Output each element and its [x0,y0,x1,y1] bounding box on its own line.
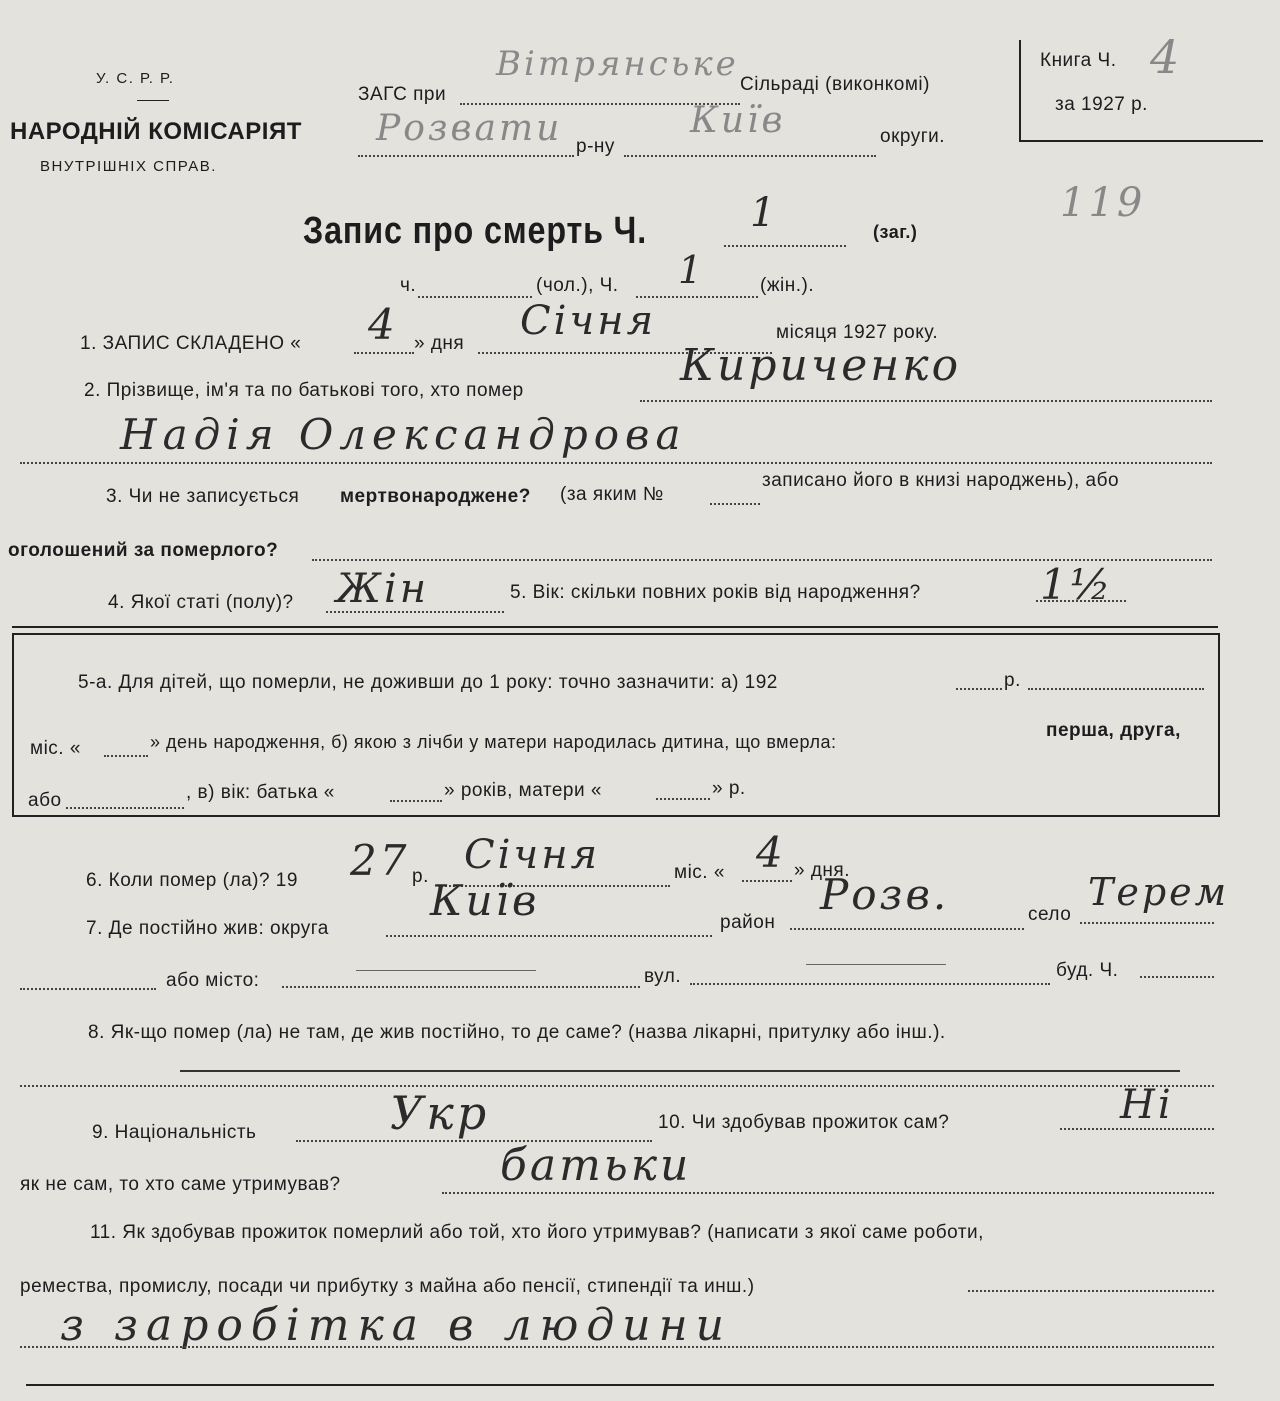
field-7-bud-line [1140,976,1214,978]
field-3-line-2: оголошений за померлого? [8,540,279,561]
okrug-line [624,155,876,157]
field-1-month-suffix: місяця 1927 року. [776,322,939,343]
hw-record-number: 1 [750,190,779,236]
field-7-label: 7. Де постійно жив: округа [86,918,329,939]
field-7-misto-dash [356,970,536,971]
field-7-vul-line [690,983,1050,985]
field-3-bold: мертвонароджене? [340,486,531,507]
field-5a-father-line [390,800,442,802]
field-7-rayon-line [790,928,1024,930]
field-5a-line-3-mid-2: » років, матери « [444,780,602,801]
hw-death-day: 4 [756,828,786,877]
hw-sex: Жін [336,566,430,612]
field-5-label: 5. Вік: скільки повних років від народження? [510,582,921,603]
field-5-divider [12,626,1218,628]
republic-label: У. С. Р. Р. [96,70,175,87]
field-10-supporter-line [442,1192,1214,1194]
record-number-line [724,245,846,247]
rayon-line [358,155,574,157]
hw-death-month: Січня [464,832,601,878]
hw-margin-number: 119 [1060,180,1146,226]
male-prefix: ч. [400,275,417,296]
hw-day: 4 [368,300,398,349]
field-7-vul: вул. [644,966,682,987]
male-suffix: (чол.), Ч. [536,275,619,296]
field-5a-line-3-start: або [28,790,62,811]
field-11-line [968,1290,1214,1292]
hw-month: Січня [520,298,657,344]
hw-rayon: Розвати [376,108,563,149]
rayon-suffix: р-ну [576,136,615,157]
field-1-label: 1. ЗАПИС СКЛАДЕНО « [80,333,302,354]
field-5a-month-line [104,755,148,757]
field-7-rayon: район [720,912,776,933]
field-6-r: р. [412,866,429,887]
field-8-label: 8. Як-що помер (ла) не там, де жив постійно, то де саме? (назва лікарні, притулку або інш.). [88,1022,946,1043]
field-7-okruga-line [386,935,712,937]
field-5a-line-1: 5-а. Для дітей, що померли, не доживши до 1 року: точно зазначити: а) 192 [78,672,778,693]
field-5a-mother-line [656,798,710,800]
field-2-line [640,400,1212,402]
zag-label: (заг.) [873,222,918,242]
field-7-line-2-lead [20,988,156,990]
field-5a-line-2-bold: перша, друга, [1046,720,1181,741]
female-suffix: (жін.). [760,275,815,296]
field-3-rest-2: записано його в книзі народжень), або [762,470,1120,491]
field-7-selo: село [1028,904,1072,925]
field-5a-line-3-end: » р. [712,778,746,799]
commissariat-subtitle: ВНУТРІШНІХ СПРАВ. [40,158,217,175]
header-divider [137,100,169,101]
bottom-rule [26,1384,1214,1386]
field-10-line [1060,1128,1214,1130]
hw-okruga: Київ [430,876,540,925]
field-3-rest: (за яким № [560,484,664,505]
field-8-line [20,1085,1214,1087]
record-title: Запис про смерть Ч. [303,210,648,252]
male-line [418,296,532,298]
zags-label: ЗАГС при [358,84,447,105]
field-6-mis: міс. « [674,862,725,883]
field-5a-order-line [66,807,184,809]
hw-nationality: Укр [390,1086,490,1140]
field-11-answer-line [20,1346,1214,1348]
field-7-misto-line [282,986,640,988]
hw-selo: Терем [1088,870,1230,914]
village-council-label: Сільраді (виконкомі) [740,74,930,95]
book-year: за 1927 р. [1055,94,1148,115]
field-7-bud: буд. Ч. [1056,960,1119,981]
field-6-label: 6. Коли помер (ла)? 19 [86,870,298,891]
hw-supporter: батьки [500,1140,692,1191]
book-label: Книга Ч. [1040,50,1117,71]
field-5a-line-1-end: р. [1004,670,1021,691]
okrug-suffix: округи. [880,126,946,147]
hw-rayon-2: Розв. [820,870,950,919]
field-6-day-line [742,880,792,882]
field-5a-line-2-start: міс. « [30,738,81,759]
field-10-label: 10. Чи здобував прожиток сам? [658,1112,950,1133]
field-5a-line-3-mid: , в) вік: батька « [186,782,335,803]
field-5a-line-1-tail [1028,688,1204,690]
field-10-line-2: як не сам, то хто саме утримував? [20,1174,341,1195]
hw-okrug: Київ [690,100,786,141]
hw-death-year: 27 [350,836,410,885]
hw-occupation: з заробітка в людини [60,1300,732,1351]
field-2-label: 2. Прізвище, ім'я та по батькові того, хто помер [84,380,524,401]
field-11-label: 11. Як здобував прожиток померлий або той, хто його утримував? (написати з якої саме роботи, [90,1222,984,1243]
field-5a-line-2-mid: » день народження, б) якою з лічби у матери народилась дитина, що вмерла: [150,732,837,752]
field-11-line-2: ремества, промислу, посади чи прибутку з майна або пенсії, стипендії та инш.) [20,1276,755,1297]
hw-surname: Кириченко [680,340,962,391]
field-2-line-2 [20,462,1212,464]
hw-self-support: Ні [1120,1082,1174,1128]
field-4-label: 4. Якої статі (полу)? [108,592,294,613]
hw-book-number: 4 [1150,30,1183,84]
field-7-misto: або місто: [166,970,260,991]
hw-village: Вітрянське [496,44,739,84]
field-6-dnya: » дня. [794,860,850,881]
field-9-label: 9. Національність [92,1122,257,1143]
field-1-day-suffix: » дня [414,333,465,354]
hw-female-number: 1 [678,248,706,292]
field-7-selo-line [1080,922,1214,924]
field-1-day-line [354,352,414,354]
field-7-vul-dash [806,964,946,965]
hw-age: 1½ [1040,560,1114,609]
field-8-answer-dash [180,1070,1180,1072]
field-3-label: 3. Чи не записується [106,486,300,507]
commissariat-title: НАРОДНІЙ КОМІСАРІЯТ [10,118,302,145]
field-3-number-line [710,503,760,505]
hw-given-names: Надія Олександрова [120,410,687,459]
field-5a-year-line [956,688,1002,690]
